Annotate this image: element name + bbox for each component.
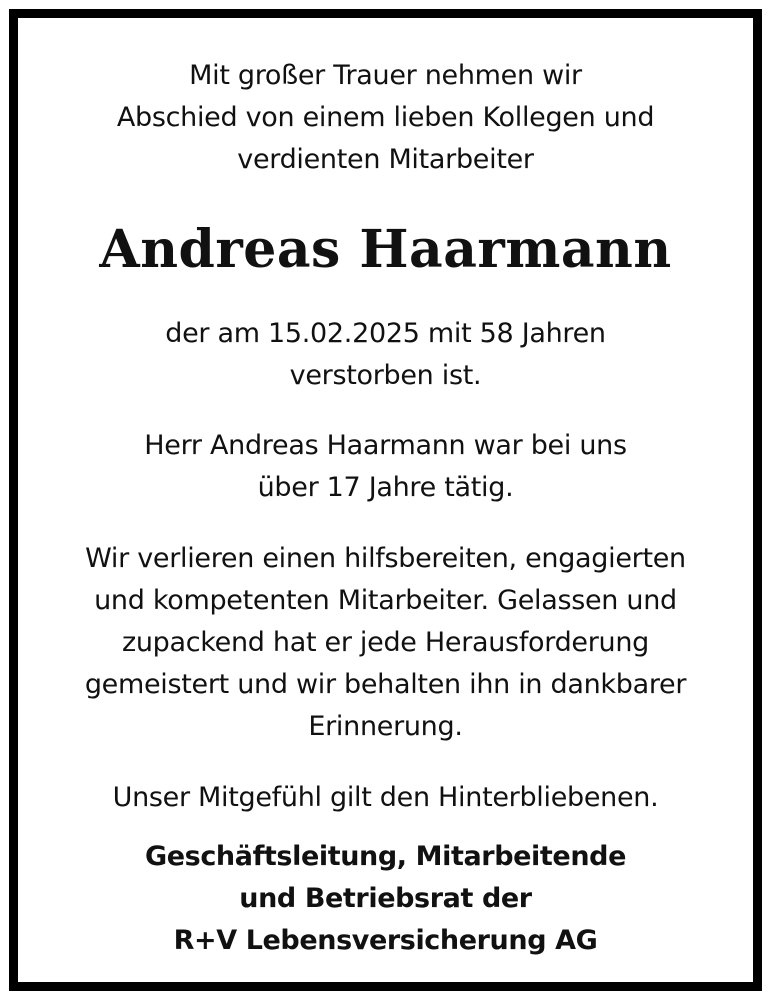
tribute-paragraph bbox=[18, 538, 753, 748]
deceased-name: Andreas Haarmann bbox=[99, 219, 672, 280]
death-line: der am 15.02.2025 mit 58 Jahren bbox=[165, 318, 606, 349]
tribute-line: zupackend hat er jede Herausforderung bbox=[121, 627, 649, 658]
death-date-paragraph bbox=[18, 313, 753, 397]
sympathy-line bbox=[18, 777, 753, 819]
signature-block bbox=[18, 836, 753, 962]
tribute-line: gemeistert und wir behalten ihn in dankbarer bbox=[84, 669, 687, 700]
intro-line: Mit großer Trauer nehmen wir bbox=[189, 60, 582, 91]
intro-line: verdienten Mitarbeiter bbox=[237, 144, 534, 175]
tribute-line: Wir verlieren einen hilfsbereiten, engagierten bbox=[85, 543, 686, 574]
sympathy-text: Unser Mitgefühl gilt den Hinterbliebenen. bbox=[112, 782, 659, 813]
tenure-line: über 17 Jahre tätig. bbox=[257, 472, 514, 503]
intro-line: Abschied von einem lieben Kollegen und bbox=[116, 102, 655, 133]
tenure-paragraph bbox=[18, 425, 753, 509]
death-line: verstorben ist. bbox=[289, 360, 482, 391]
obituary-notice bbox=[9, 9, 762, 991]
tenure-line: Herr Andreas Haarmann war bei uns bbox=[144, 430, 627, 461]
signature-line: Geschäftsleitung, Mitarbeitende bbox=[144, 841, 626, 872]
tribute-line: und kompetenten Mitarbeiter. Gelassen und bbox=[94, 585, 677, 616]
intro-paragraph bbox=[18, 55, 753, 181]
signature-line: R+V Lebensversicherung AG bbox=[173, 925, 598, 956]
tribute-line: Erinnerung. bbox=[308, 711, 463, 742]
signature-line: und Betriebsrat der bbox=[239, 883, 532, 914]
